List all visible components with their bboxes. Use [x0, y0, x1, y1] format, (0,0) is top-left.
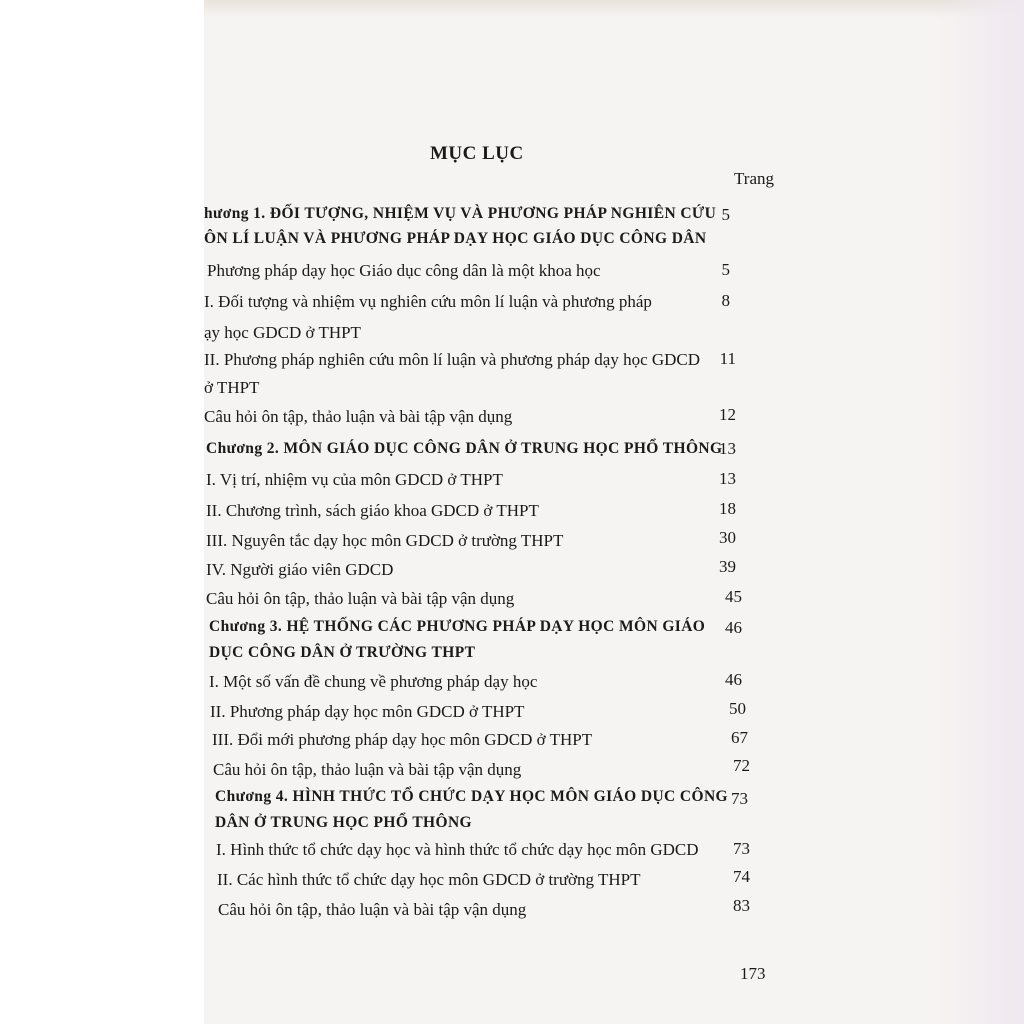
toc-entry: II. Chương trình, sách giáo khoa GDCD ở THPT [206, 501, 539, 520]
toc-page-number: 13 [719, 469, 736, 488]
toc-page-number: 50 [729, 699, 746, 718]
toc-page-number: 5 [721, 260, 730, 279]
toc-entry: Câu hỏi ôn tập, thảo luận và bài tập vận dụng [213, 760, 522, 779]
toc-entry: Câu hỏi ôn tập, thảo luận và bài tập vận dụng [204, 407, 513, 426]
toc-chapter-heading: ÔN LÍ LUẬN VÀ PHƯƠNG PHÁP DẠY HỌC GIÁO DỤC CÔNG DÂN [204, 230, 707, 247]
toc-page-number: 72 [733, 756, 750, 775]
toc-page-number: 46 [725, 618, 742, 637]
toc-entry: II. Phương pháp dạy học môn GDCD ở THPT [210, 702, 525, 721]
toc-entry: IV. Người giáo viên GDCD [206, 560, 394, 579]
page-column-label: Trang [734, 169, 774, 188]
toc-chapter-heading: hương 1. ĐỐI TƯỢNG, NHIỆM VỤ VÀ PHƯƠNG PHÁP NGHIÊN CỨU [204, 205, 717, 222]
toc-page-number: 46 [725, 670, 742, 689]
toc-entry: I. Hình thức tổ chức dạy học và hình thức tổ chức dạy học môn GDCD [216, 840, 699, 859]
toc-page-number: 67 [731, 728, 748, 747]
toc-entry: Phương pháp dạy học Giáo dục công dân là một khoa học [207, 261, 601, 280]
toc-page-number: 83 [733, 896, 750, 915]
toc-entry: III. Đổi mới phương pháp dạy học môn GDCD ở THPT [212, 730, 593, 749]
toc-entry: ở THPT [204, 378, 260, 397]
toc-page-number: 30 [719, 528, 736, 547]
toc-chapter-heading: Chương 4. HÌNH THỨC TỔ CHỨC DẠY HỌC MÔN GIÁO DỤC CÔNG [215, 788, 729, 805]
toc-chapter-heading: DÂN Ở TRUNG HỌC PHỔ THÔNG [215, 814, 473, 831]
toc-page-number: 13 [719, 439, 736, 458]
toc-entry: ạy học GDCD ở THPT [204, 323, 361, 342]
page-number: 173 [740, 964, 766, 983]
toc-chapter-heading: DỤC CÔNG DÂN Ở TRƯỜNG THPT [209, 644, 476, 661]
page-top-shadow [204, 0, 1024, 18]
toc-entry: II. Các hình thức tổ chức dạy học môn GDCD ở trường THPT [217, 870, 641, 889]
toc-entry: Câu hỏi ôn tập, thảo luận và bài tập vận dụng [218, 900, 527, 919]
toc-chapter-heading: Chương 3. HỆ THỐNG CÁC PHƯƠNG PHÁP DẠY HỌC MÔN GIÁO [209, 618, 706, 635]
toc-entry: I. Một số vấn đề chung về phương pháp dạy học [209, 672, 538, 691]
toc-entry: Câu hỏi ôn tập, thảo luận và bài tập vận dụng [206, 589, 515, 608]
book-page [204, 0, 1024, 1024]
toc-entry: I. Đối tượng và nhiệm vụ nghiên cứu môn lí luận và phương pháp [204, 292, 652, 311]
toc-chapter-heading: Chương 2. MÔN GIÁO DỤC CÔNG DÂN Ở TRUNG HỌC PHỔ THÔNG [206, 440, 723, 457]
toc-page-number: 5 [721, 205, 730, 224]
toc-entry: I. Vị trí, nhiệm vụ của môn GDCD ở THPT [206, 470, 503, 489]
toc-entry: III. Nguyên tắc dạy học môn GDCD ở trường THPT [206, 531, 564, 550]
toc-page-number: 45 [725, 587, 742, 606]
toc-title: MỤC LỤC [430, 143, 524, 164]
toc-page-number: 74 [733, 867, 750, 886]
toc-page-number: 11 [719, 349, 736, 368]
toc-page-number: 73 [733, 839, 750, 858]
toc-page-number: 12 [719, 405, 736, 424]
toc-page-number: 8 [721, 291, 730, 310]
page-right-tint [934, 0, 1024, 1024]
toc-page-number: 39 [719, 557, 736, 576]
toc-entry: II. Phương pháp nghiên cứu môn lí luận và phương pháp dạy học GDCD [204, 350, 701, 369]
toc-page-number: 73 [731, 789, 748, 808]
toc-page-number: 18 [719, 499, 736, 518]
